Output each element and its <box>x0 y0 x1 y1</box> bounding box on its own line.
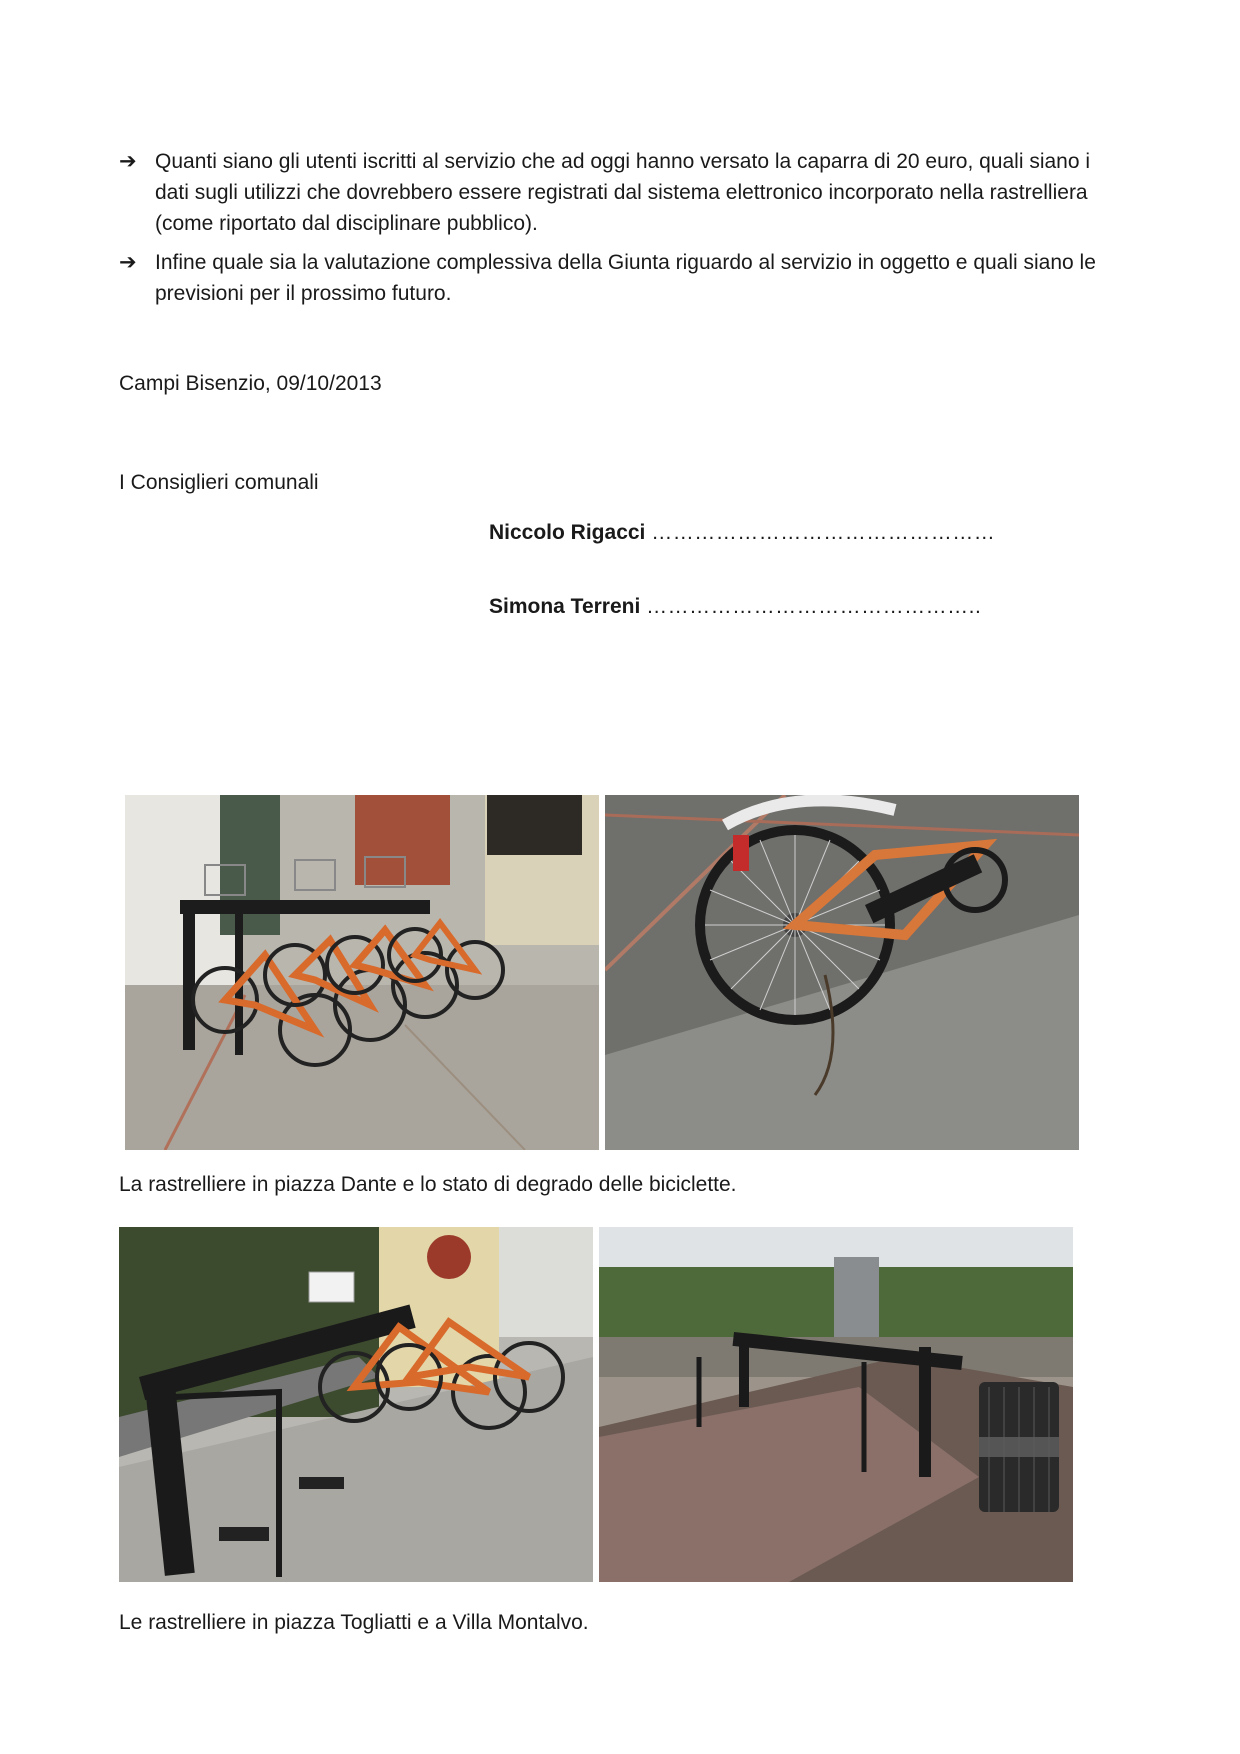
place-date: Campi Bisenzio, 09/10/2013 <box>119 372 382 395</box>
caption-piazza-togliatti-villa-montalvo: Le rastrelliere in piazza Togliatti e a Villa Montalvo. <box>119 1611 589 1634</box>
signature-line-2 <box>489 595 981 619</box>
photo-bike-rack-piazza-togliatti <box>119 1227 593 1582</box>
photo-damaged-bike-wheel <box>605 795 1079 1150</box>
bullet-item <box>119 146 1119 239</box>
caption-piazza-dante: La rastrelliere in piazza Dante e lo stato di degrado delle biciclette. <box>119 1173 737 1196</box>
bullet-list <box>119 146 1119 317</box>
signature-dots: ……………………………………….. <box>646 595 982 618</box>
bullet-text: Quanti siano gli utenti iscritti al servizio che ad oggi hanno versato la caparra di 20 euro, quali siano i dati sugli utilizzi che dovrebbero essere registrati dal sistema elettronico incorporato nella rastrelliera (come riportato dal disciplinare pubblico). <box>155 150 1091 235</box>
bullet-item <box>119 247 1119 309</box>
arrow-right-icon: ➔ <box>119 150 137 173</box>
signature-line-1 <box>489 521 995 545</box>
arrow-right-icon: ➔ <box>119 251 137 274</box>
photo-bike-rack-piazza-dante <box>125 795 599 1150</box>
signer-name: Niccolo Rigacci <box>489 521 646 544</box>
signature-dots: ………………………………………… <box>651 521 996 544</box>
signers-heading: I Consiglieri comunali <box>119 471 319 494</box>
signer-name: Simona Terreni <box>489 595 641 618</box>
photo-bike-rack-villa-montalvo <box>599 1227 1073 1582</box>
bullet-text: Infine quale sia la valutazione complessiva della Giunta riguardo al servizio in oggetto e quali siano le previsioni per il prossimo futuro. <box>155 251 1096 305</box>
